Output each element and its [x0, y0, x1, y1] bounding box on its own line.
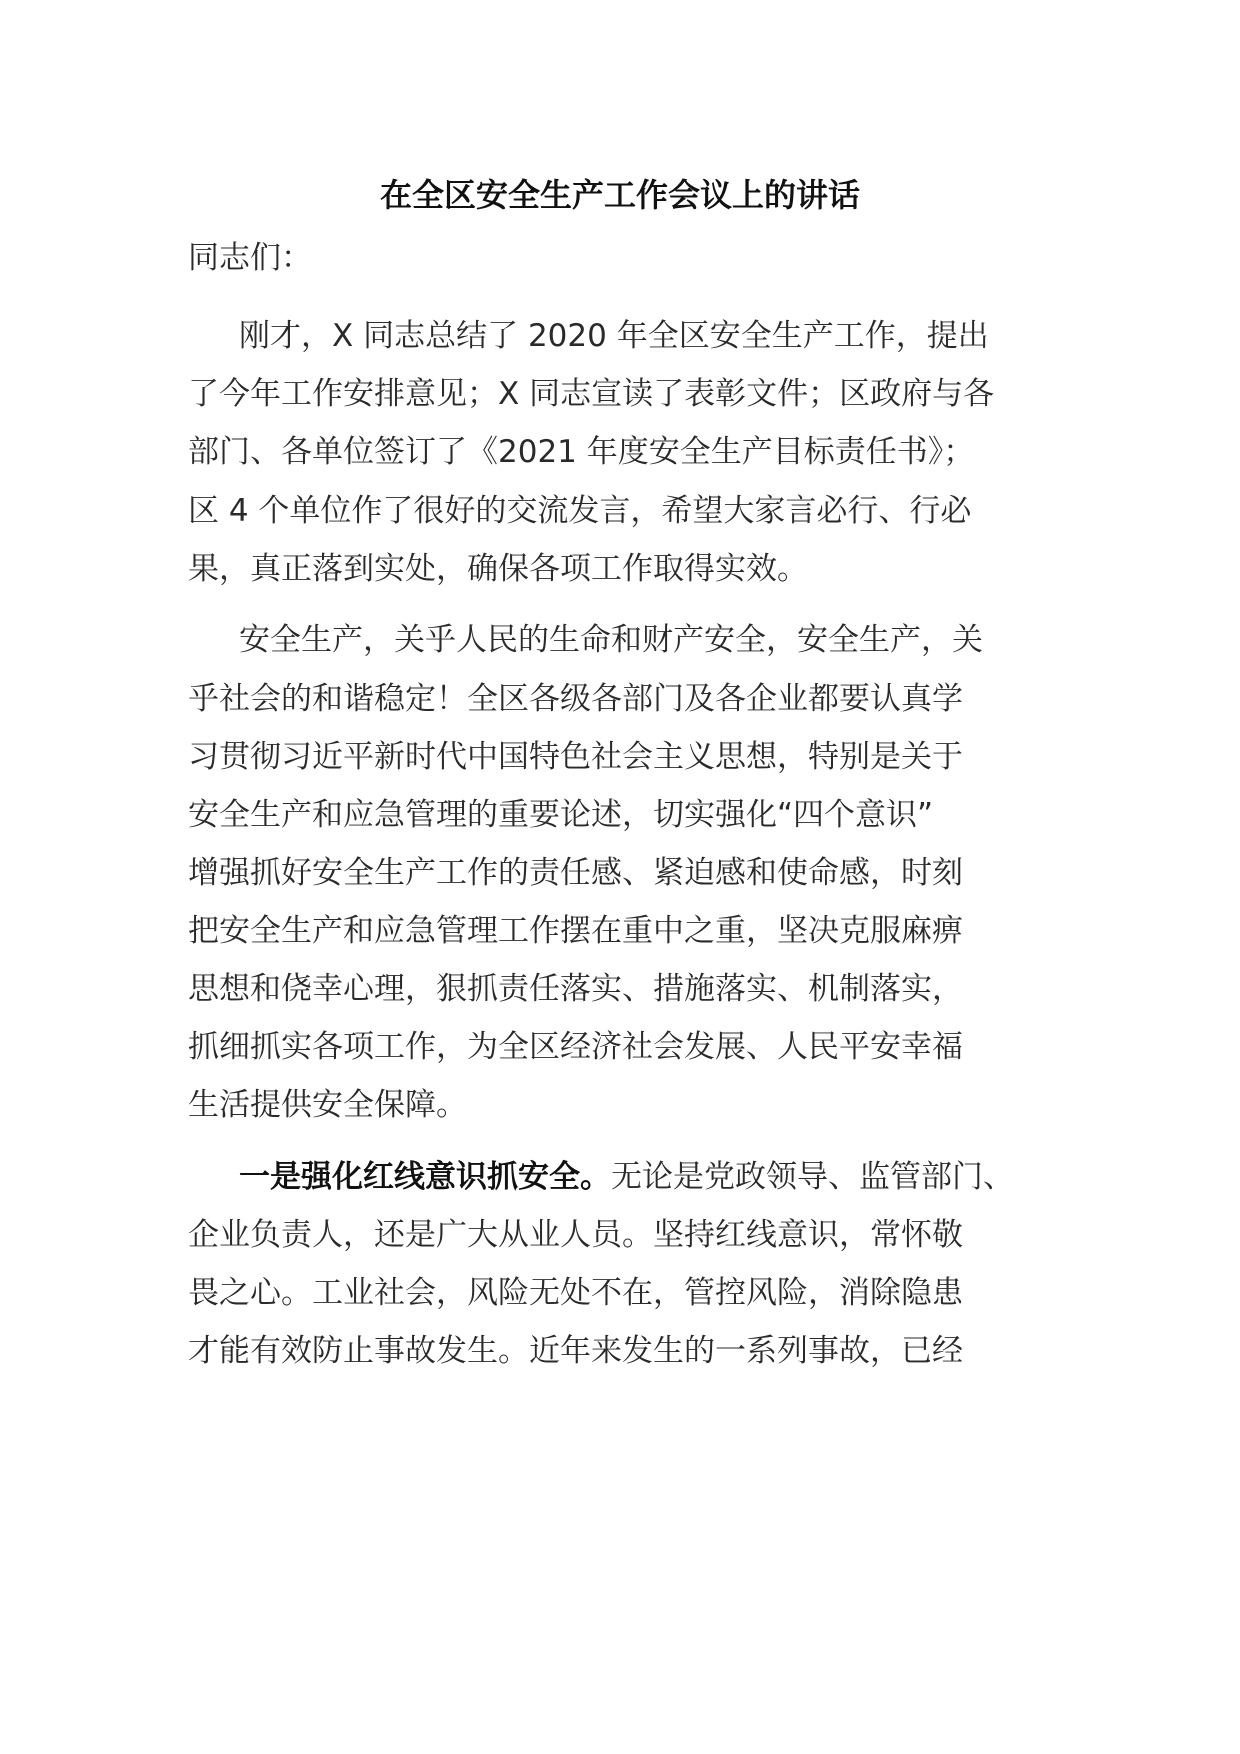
paragraph-3-line-4: 才能有效防止事故发生。近年来发生的一系列事故，已经 — [188, 1333, 963, 1369]
paragraph-2-line-9: 生活提供安全保障。 — [188, 1087, 467, 1123]
paragraph-1-line-3: 部门、各单位签订了《2021 年度安全生产目标责任书》； — [188, 434, 975, 470]
paragraph-3-line-2: 企业负责人，还是广大从业人员。坚持红线意识，常怀敬 — [188, 1217, 963, 1253]
paragraph-2-line-5: 增强抓好安全生产工作的责任感、紧迫感和使命感，时刻 — [188, 855, 963, 891]
paragraph-2-line-2: 乎社会的和谐稳定！全区各级各部门及各企业都要认真学 — [188, 681, 963, 717]
paragraph-2-line-4: 安全生产和应急管理的重要论述，切实强化“四个意识” — [188, 797, 934, 833]
document-title: 在全区安全生产工作会议上的讲话 — [379, 176, 860, 214]
paragraph-1-line-4: 区 4 个单位作了很好的交流发言，希望大家言必行、行必 — [188, 493, 972, 529]
paragraph-2-line-1: 安全生产，关乎人民的生命和财产安全，安全生产，关 — [239, 622, 983, 658]
paragraph-3-lead-bold: 一是强化红线意识抓安全。 — [239, 1159, 611, 1195]
paragraph-1-line-2: 了今年工作安排意见；X 同志宣读了表彰文件；区政府与各 — [188, 376, 995, 412]
paragraph-3-lead-rest: 无论是党政领导、监管部门、 — [611, 1159, 1014, 1195]
salutation: 同志们： — [188, 240, 312, 276]
paragraph-2-line-7: 思想和侥幸心理，狠抓责任落实、措施落实、机制落实， — [188, 971, 963, 1007]
paragraph-1-line-5: 果，真正落到实处，确保各项工作取得实效。 — [188, 551, 808, 587]
paragraph-3-line-3: 畏之心。工业社会，风险无处不在，管控风险，消除隐患 — [188, 1275, 963, 1311]
paragraph-3-line-1 — [239, 1155, 1014, 1199]
paragraph-2-line-8: 抓细抓实各项工作，为全区经济社会发展、人民平安幸福 — [188, 1029, 963, 1065]
paragraph-2-line-3: 习贯彻习近平新时代中国特色社会主义思想，特别是关于 — [188, 739, 963, 775]
paragraph-1-line-1: 刚才，X 同志总结了 2020 年全区安全生产工作，提出 — [239, 318, 989, 354]
paragraph-2-line-6: 把安全生产和应急管理工作摆在重中之重，坚决克服麻痹 — [188, 913, 963, 949]
